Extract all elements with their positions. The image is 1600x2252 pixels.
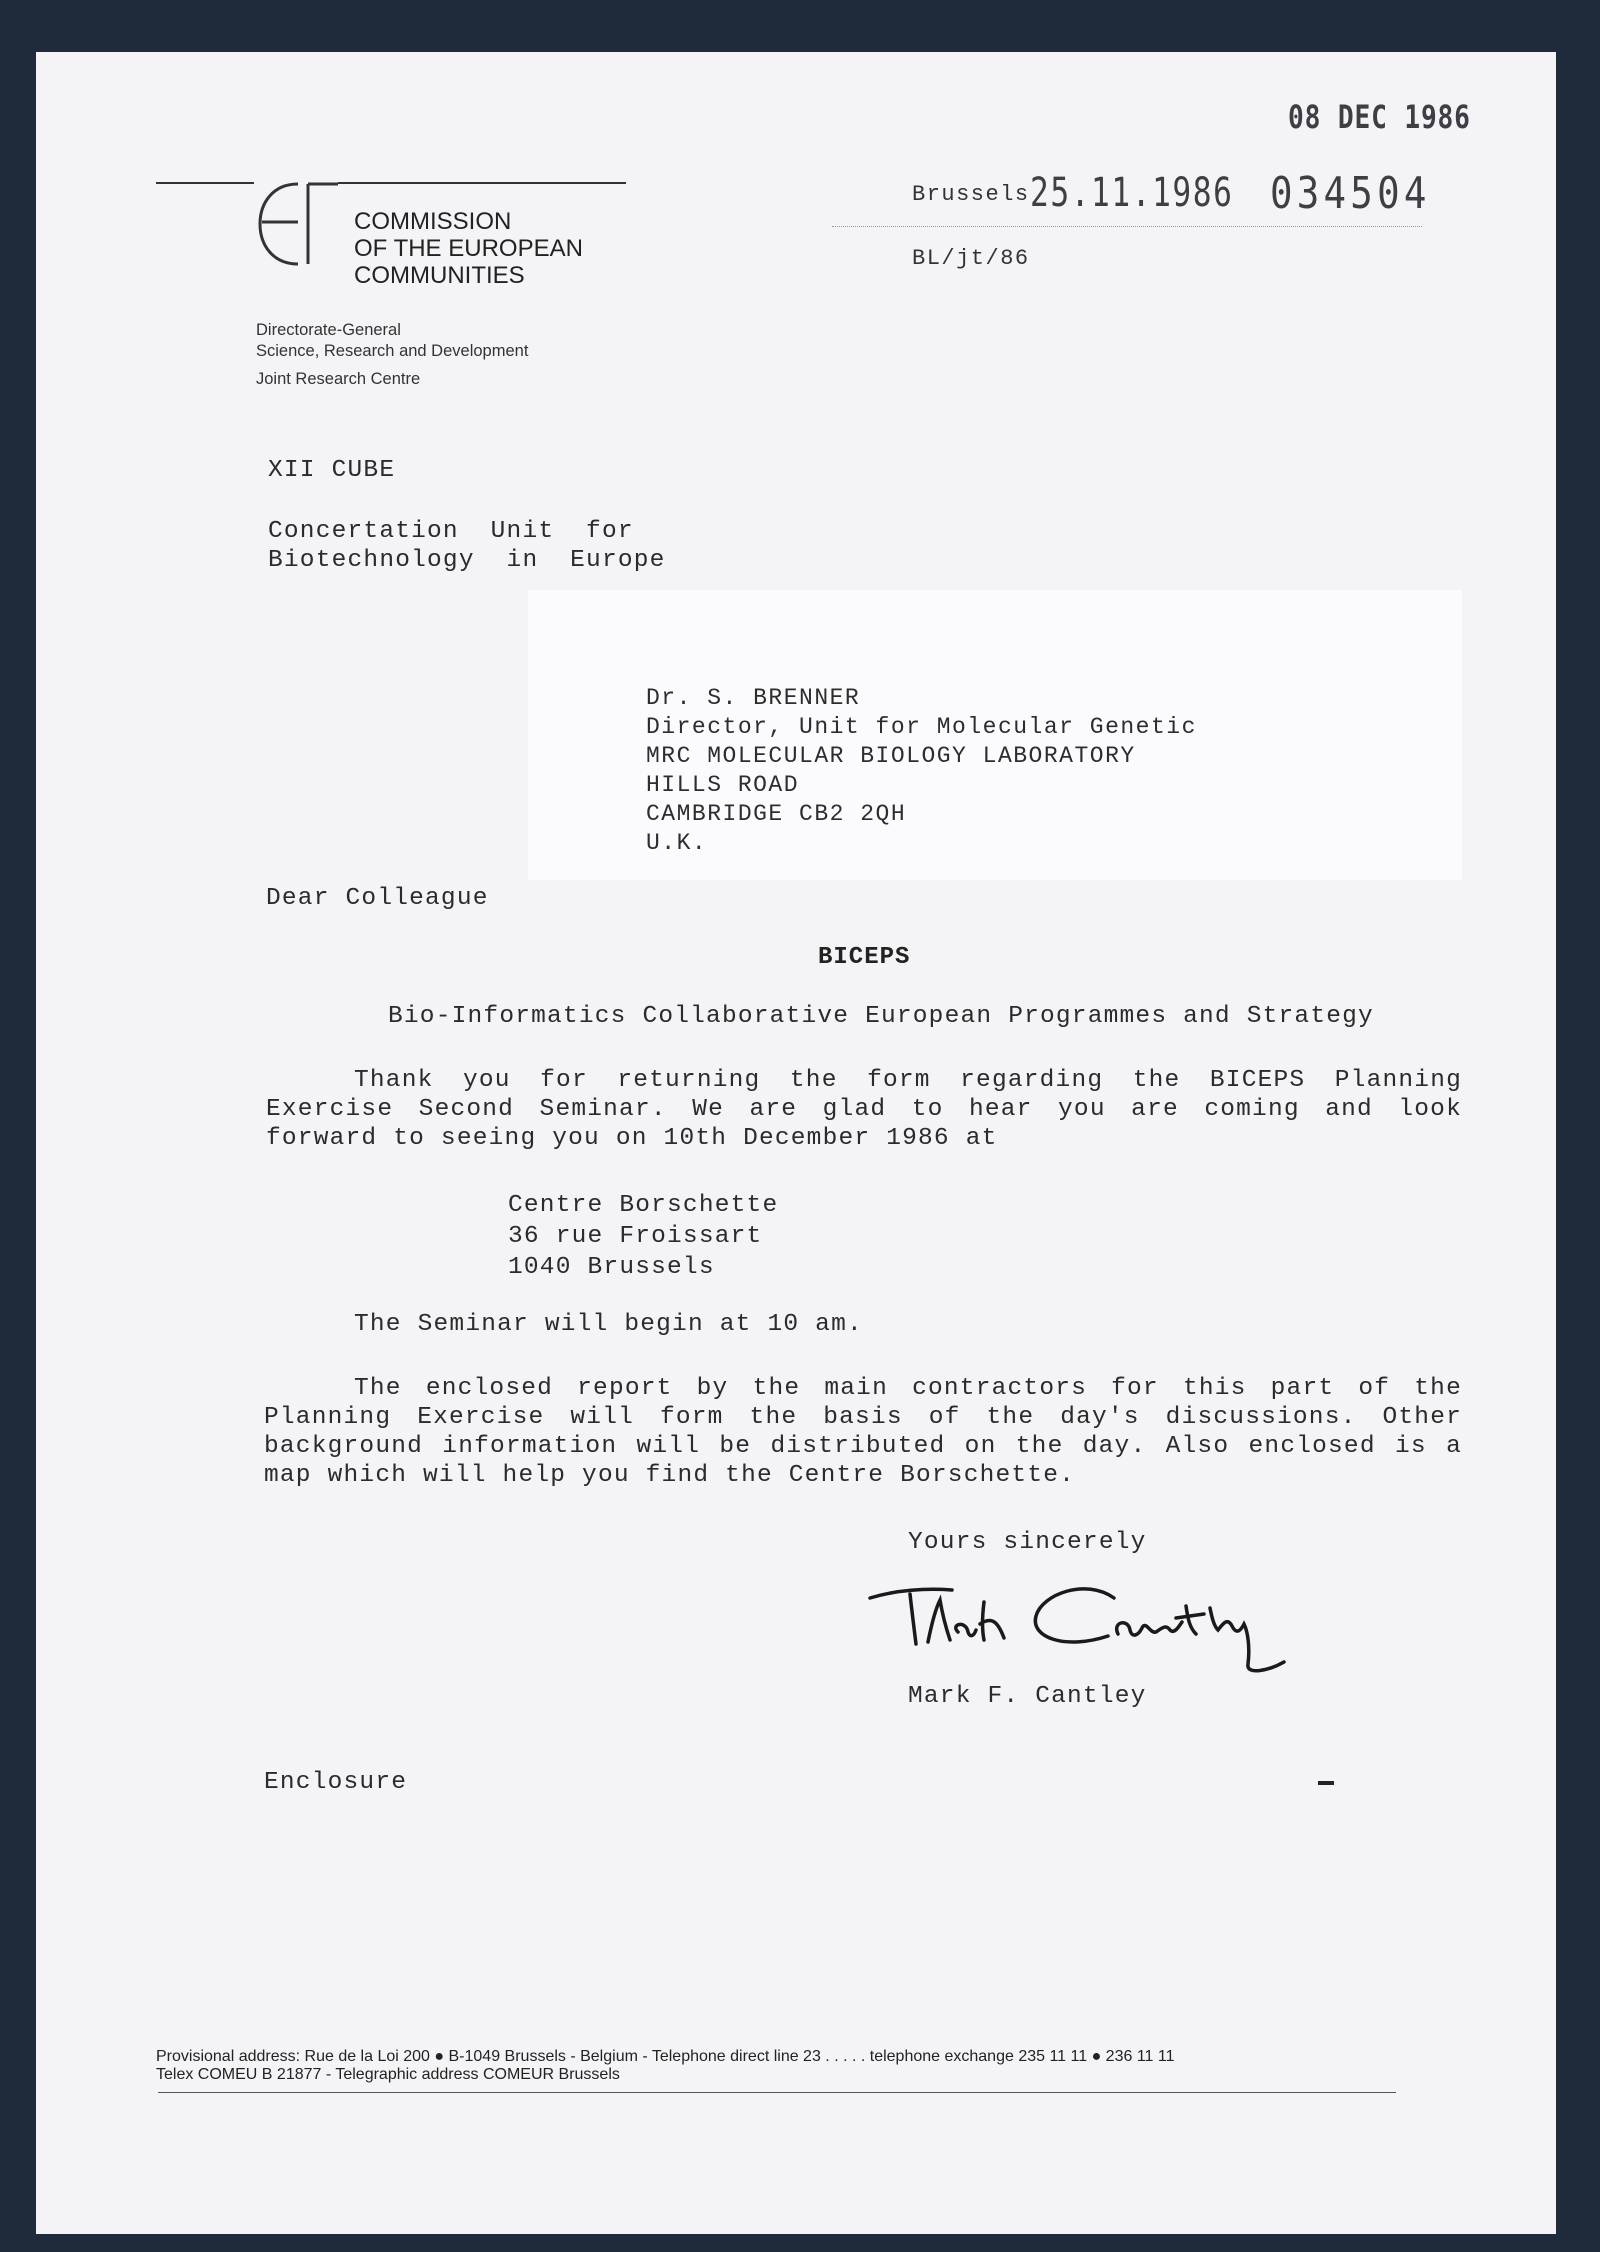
footer-rule [158, 2092, 1396, 2093]
recipient-address [646, 684, 1197, 858]
handwritten-signature [866, 1572, 1390, 1687]
sender-unit-code: XII CUBE [268, 457, 396, 484]
signatory-name: Mark F. Cantley [908, 1683, 1147, 1710]
recipient-line-1: Dr. S. BRENNER [646, 685, 861, 711]
recipient-line-4: HILLS ROAD [646, 772, 800, 798]
date-stamp: 25.11.1986 [1030, 170, 1234, 216]
sender-unit-name-1: Concertation Unit for [268, 518, 634, 545]
salutation: Dear Colleague [266, 885, 489, 912]
venue-address [508, 1190, 778, 1283]
registry-number-stamp: 034504 [1270, 168, 1431, 219]
joint-research-centre: Joint Research Centre [256, 370, 421, 388]
recipient-line-6: U.K. [646, 830, 708, 856]
body-paragraph-3: The enclosed report by the main contractors for this part of the Planning Exercise will form the basis of the day's discussions. Other background information will be distributed on the day. Also enclosed is a map which will help you find the Centre Borschette. [264, 1375, 1462, 1489]
received-date-stamp: 08 DEC 1986 [1288, 98, 1471, 136]
recipient-address-window [528, 590, 1462, 880]
organization-name [354, 208, 583, 289]
org-line-1: COMMISSION [354, 208, 512, 235]
recipient-line-2: Director, Unit for Molecular Genetic [646, 714, 1197, 740]
place-label: Brussels [912, 182, 1030, 207]
footer-telex-line: Telex COMEU B 21877 - Telegraphic address COMEUR Brussels [156, 2066, 620, 2083]
body-paragraph-2: The Seminar will begin at 10 am. [354, 1311, 863, 1338]
body-paragraph-1: Thank you for returning the form regarding the BICEPS Planning Exercise Second Seminar. We are glad to hear you are coming and look forward to seeing you on 10th December 1986 at [266, 1067, 1462, 1152]
venue-line-3: 1040 Brussels [508, 1254, 715, 1281]
dg-line-1: Directorate-General [256, 321, 401, 339]
dg-line-2: Science, Research and Development [256, 342, 529, 360]
enclosure-note: Enclosure [264, 1769, 408, 1796]
venue-line-2: 36 rue Froissart [508, 1223, 763, 1250]
recipient-line-3: MRC MOLECULAR BIOLOGY LABORATORY [646, 743, 1136, 769]
venue-line-1: Centre Borschette [508, 1192, 779, 1219]
org-line-3: COMMUNITIES [354, 262, 525, 289]
subject-title: BICEPS [818, 944, 911, 971]
directorate-general [256, 320, 528, 362]
recipient-line-5: CAMBRIDGE CB2 2QH [646, 801, 907, 827]
subject-subtitle: Bio-Informatics Collaborative European Programmes and Strategy [388, 1003, 1374, 1030]
org-line-2: OF THE EUROPEAN [354, 235, 583, 262]
letterhead-rule-right [338, 182, 626, 184]
valediction: Yours sincerely [908, 1529, 1147, 1556]
sender-unit [268, 456, 666, 575]
sender-unit-name-2: Biotechnology in Europe [268, 547, 666, 574]
ec-logo-icon [254, 176, 346, 272]
footer-address-line: Provisional address: Rue de la Loi 200 ● B-1049 Brussels - Belgium - Telephone direct line 23 . . . . . telephone exchange 235 11 11 ● 236 11 11 [156, 2048, 1175, 2065]
enclosure-dash [1318, 1781, 1334, 1785]
reference-code: BL/jt/86 [912, 246, 1030, 271]
date-dotted-rule [832, 226, 1422, 227]
letterhead-rule-left [156, 182, 254, 184]
letter-page [36, 52, 1556, 2234]
signature-icon [866, 1572, 1390, 1682]
